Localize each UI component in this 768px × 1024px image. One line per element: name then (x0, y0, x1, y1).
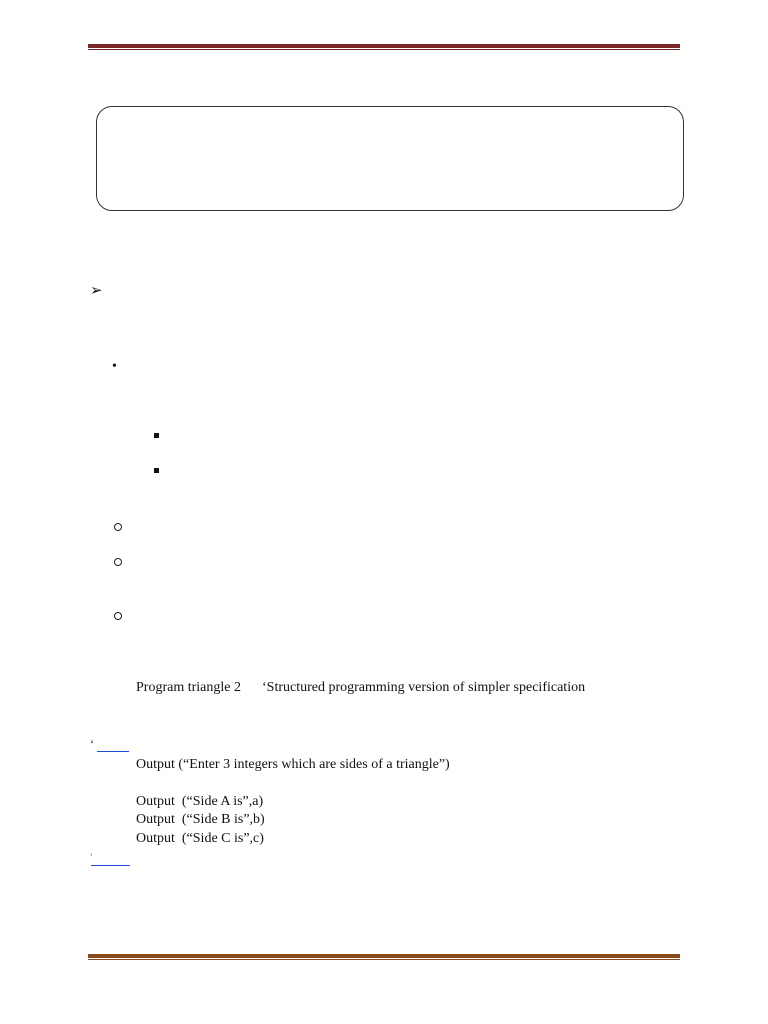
square-bullet-icon (154, 433, 159, 438)
arrow-bullet-icon: ➢ (90, 283, 103, 299)
hyperlink-top[interactable] (97, 751, 129, 752)
code-line-prompt: Output (“Enter 3 integers which are sides of a triangle”) (136, 757, 450, 772)
footer-rule-thick (88, 954, 680, 958)
code-line-side-b: Output (“Side B is”,b) (136, 812, 265, 827)
comment-quote-bottom[interactable]: ‘ (90, 852, 93, 861)
header-rule-thin (88, 49, 680, 50)
comment-quote-top: ‘ (90, 737, 94, 751)
hyperlink-bottom[interactable] (91, 865, 130, 866)
code-line-side-c: Output (“Side C is”,c) (136, 831, 264, 846)
program-title: Program triangle 2 (136, 680, 241, 695)
disc-bullet-icon: • (112, 359, 117, 374)
footer-rule-thin (88, 959, 680, 960)
square-bullet-icon (154, 468, 159, 473)
circle-bullet-icon (114, 523, 122, 531)
circle-bullet-icon (114, 558, 122, 566)
circle-bullet-icon (114, 612, 122, 620)
header-rule (88, 44, 680, 50)
code-line-side-a: Output (“Side A is”,a) (136, 794, 264, 809)
callout-box (96, 106, 684, 211)
footer-rule (88, 954, 680, 960)
program-comment: ‘Structured programming version of simpler specification (262, 680, 586, 695)
header-rule-thick (88, 44, 680, 48)
